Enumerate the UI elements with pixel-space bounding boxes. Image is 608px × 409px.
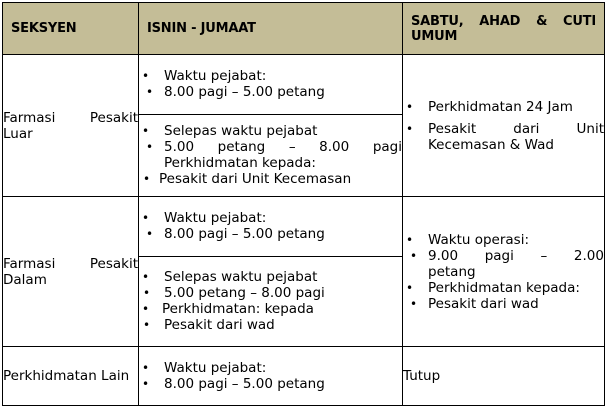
after-hours-block bbox=[139, 256, 402, 346]
list-item: • Waktu pejabat: bbox=[139, 210, 402, 226]
list-item: • Pesakit dari wad bbox=[139, 317, 402, 333]
header-weekend-w5: UMUM bbox=[411, 28, 458, 44]
header-weekend-w4: CUTI bbox=[562, 13, 596, 29]
weekday-blocks bbox=[139, 197, 402, 346]
section-word: Pesakit bbox=[89, 109, 138, 126]
header-weekend-w2: AHAD bbox=[479, 13, 521, 29]
service-label: Perkhidmatan kepada: bbox=[164, 155, 316, 172]
weekday-cell bbox=[139, 55, 403, 197]
section-cell bbox=[3, 55, 139, 197]
list-item: • Pesakit dari Unit Kecemasan bbox=[139, 171, 402, 187]
table-row-farmasi-dalam bbox=[3, 197, 605, 347]
weekend-cell bbox=[403, 55, 605, 197]
list-item: • Waktu pejabat: bbox=[139, 68, 402, 84]
list-item: • Perkhidmatan 24 Jam bbox=[403, 99, 604, 115]
item-line: Kecemasan & Wad bbox=[428, 136, 554, 153]
weekday-blocks bbox=[139, 55, 402, 196]
section-word: Pesakit bbox=[89, 255, 138, 272]
table-row-farmasi-luar bbox=[3, 55, 605, 197]
section-word: Farmasi bbox=[3, 109, 56, 126]
list-item: • 8.00 pagi – 5.00 petang bbox=[139, 376, 402, 392]
header-weekend-w1: SABTU, bbox=[411, 13, 464, 29]
list-item: • Pesakit dari Unit Kecemasan & Wad bbox=[403, 121, 604, 153]
list-item: • Pesakit dari wad bbox=[403, 296, 604, 312]
header-row bbox=[3, 3, 605, 55]
list-item: • Selepas waktu pejabat bbox=[139, 123, 402, 139]
section-word: Dalam bbox=[3, 271, 47, 288]
after-hours-block bbox=[139, 114, 402, 196]
weekday-cell bbox=[139, 347, 403, 406]
list-item: • Waktu pejabat: bbox=[139, 360, 402, 376]
list-item: • 5.00 petang – 8.00 pagi Perkhidmatan kepada: bbox=[139, 139, 402, 171]
section-cell: Perkhidmatan Lain bbox=[3, 347, 139, 406]
list-item: • 9.00 pagi – 2.00 petang bbox=[403, 248, 604, 280]
office-hours-block bbox=[139, 197, 402, 256]
header-weekend-w3: & bbox=[536, 13, 548, 29]
list-item: • Waktu operasi: bbox=[403, 232, 604, 248]
section-word: Luar bbox=[3, 125, 33, 142]
weekend-cell: Tutup bbox=[403, 347, 605, 406]
list-item: • Perkhidmatan: kepada bbox=[139, 301, 402, 317]
section-word: Farmasi bbox=[3, 255, 56, 272]
table-row-perkhidmatan-lain bbox=[3, 347, 605, 406]
list-item: • Perkhidmatan kepada: bbox=[403, 280, 604, 296]
list-item: • 5.00 petang – 8.00 pagi bbox=[139, 285, 402, 301]
list-item: • 8.00 pagi – 5.00 petang bbox=[139, 226, 402, 242]
section-cell bbox=[3, 197, 139, 347]
schedule-table bbox=[2, 2, 605, 406]
header-seksyen: SEKSYEN bbox=[3, 3, 139, 55]
office-hours-block bbox=[139, 55, 402, 114]
list-item: • 8.00 pagi – 5.00 petang bbox=[139, 84, 402, 100]
header-weekend bbox=[403, 3, 605, 55]
weekend-cell bbox=[403, 197, 605, 347]
header-isnin-jumaat: ISNIN - JUMAAT bbox=[139, 3, 403, 55]
item-line: petang bbox=[428, 263, 476, 280]
list-item: • Selepas waktu pejabat bbox=[139, 269, 402, 285]
weekday-cell bbox=[139, 197, 403, 347]
